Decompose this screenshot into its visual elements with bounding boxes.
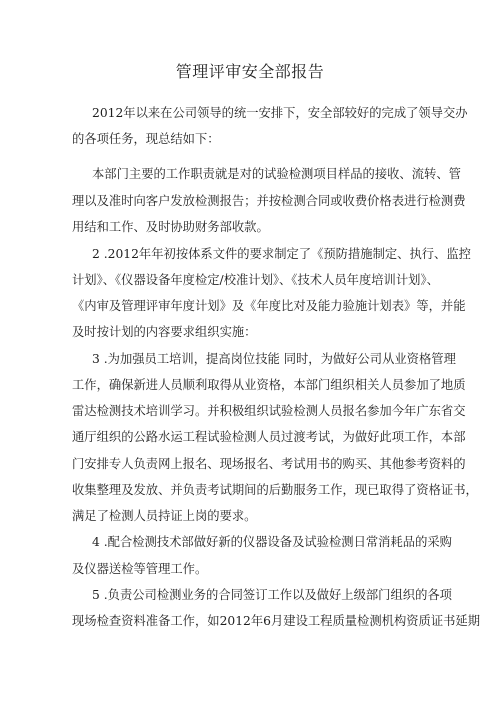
paragraph-line: 通厅组织的公路水运工程试验检测人员过渡考试，为做好此项工作，本部 [72,430,466,444]
paragraph-line: 现场检查资料准备工作，如2012年6月建设工程质量检测机构资质证书延期 [72,614,481,628]
paragraph-line: 2 .2012年年初按体系文件的要求制定了《预防措施制定、执行、监控 [92,247,471,261]
paragraph-line: 4 .配合检测技术部做好新的仪器设备及试验检测日常消耗品的采购 [92,535,452,549]
paragraph-line: 雷达检测技术培训学习。并积极组织试验检测人员报名参加今年广东省交 [72,404,466,418]
paragraph-line: 用结和工作、及时协助财务部收款。 [72,220,269,234]
document-title: 管理评审安全部报告 [175,62,325,81]
paragraph-line: 本部门主要的工作职责就是对的试验检测项目样品的接收、流转、管 [92,167,461,181]
paragraph-line: 《内审及管理评审年度计划》及《年度比对及能力验施计划表》等，并能 [72,299,466,313]
paragraph-line: 的各项任务，现总结如下： [72,132,220,146]
paragraph-line: 5 .负责公司检测业务的合同签订工作以及做好上级部门组织的各项 [92,588,452,602]
paragraph-line: 及时按计划的内容要求组织实施： [72,325,257,339]
paragraph-line: 门安排专人负责网上报名、现场报名、考试用书的购买、其他参考资料的 [72,457,466,471]
paragraph-line: 3 .为加强员工培训，提高岗位技能 同时，为做好公司从业资格管理 [92,352,456,366]
paragraph-line: 计划》、《仪器设备年度检定/校准计划》、《技术人员年度培训计划》、 [72,273,439,287]
paragraph-line: 及仪器送检等管理工作。 [72,562,208,576]
paragraph-line: 工作，确保新进人员顺利取得从业资格，本部门组织相关人员参加了地质 [72,378,466,392]
paragraph-line: 收集整理及发放、并负责考试期间的后勤服务工作，现已取得了资格证书， [72,483,478,497]
paragraph-line: 2012年以来在公司领导的统一安排下，安全部较好的完成了领导交办 [92,106,468,120]
paragraph-line: 理以及准时向客户发放检测报告；并按检测合同或收费价格表进行检测费 [72,194,466,208]
paragraph-line: 满足了检测人员持证上岗的要求。 [72,509,257,523]
